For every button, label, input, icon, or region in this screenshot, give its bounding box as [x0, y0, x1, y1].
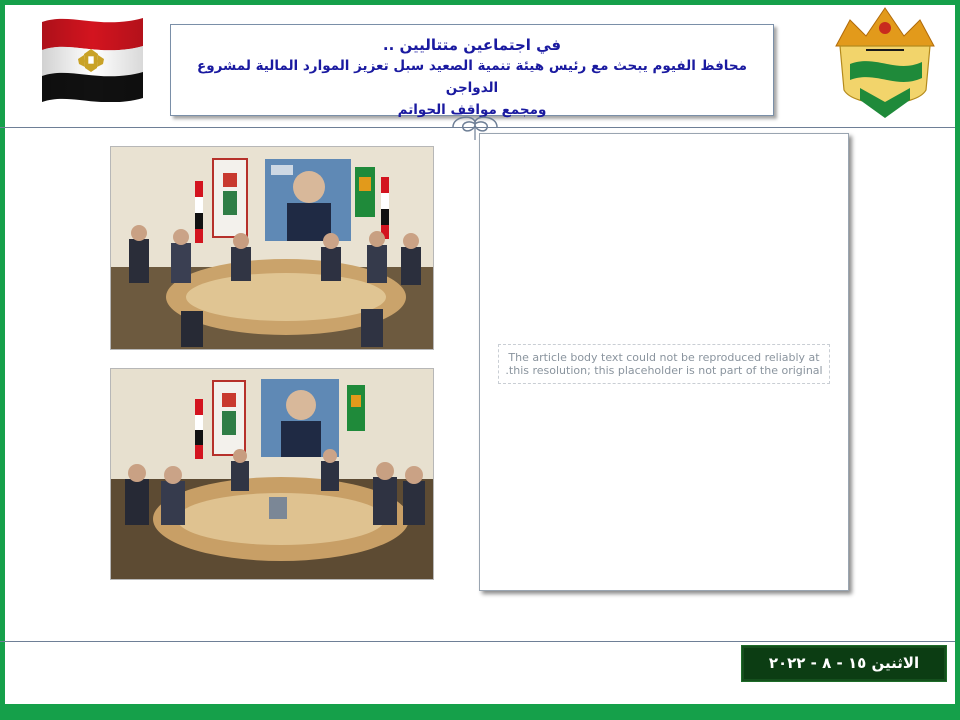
date-banner: الاثنين ١٥ - ٨ - ٢٠٢٢ — [741, 645, 947, 682]
meeting-photo-2 — [110, 368, 434, 580]
article-placeholder: The article body text could not be reproduced reliably at this resolution; this placeholder is not part of the original. — [498, 344, 830, 384]
headline-box — [170, 24, 774, 116]
article-text-box — [479, 133, 849, 591]
headline-line-3: ومجمع مواقف الحواتم — [397, 102, 547, 118]
top-frame-bar — [0, 0, 960, 5]
bottom-frame-bar — [0, 704, 960, 720]
headline-line-2: محافظ الفيوم يبحث مع رئيس هيئة تنمية الصعيد سبل تعزيز الموارد المالية لمشروع الدواجن — [197, 58, 747, 96]
left-frame-bar — [0, 0, 5, 720]
governorate-logo-icon — [826, 6, 944, 128]
headline-line-1: في اجتماعين متتاليين .. — [382, 36, 562, 54]
meeting-photo-1 — [110, 146, 434, 350]
right-frame-bar — [955, 0, 960, 720]
bottom-separator-rule — [0, 641, 955, 642]
egypt-flag-icon — [40, 12, 145, 102]
